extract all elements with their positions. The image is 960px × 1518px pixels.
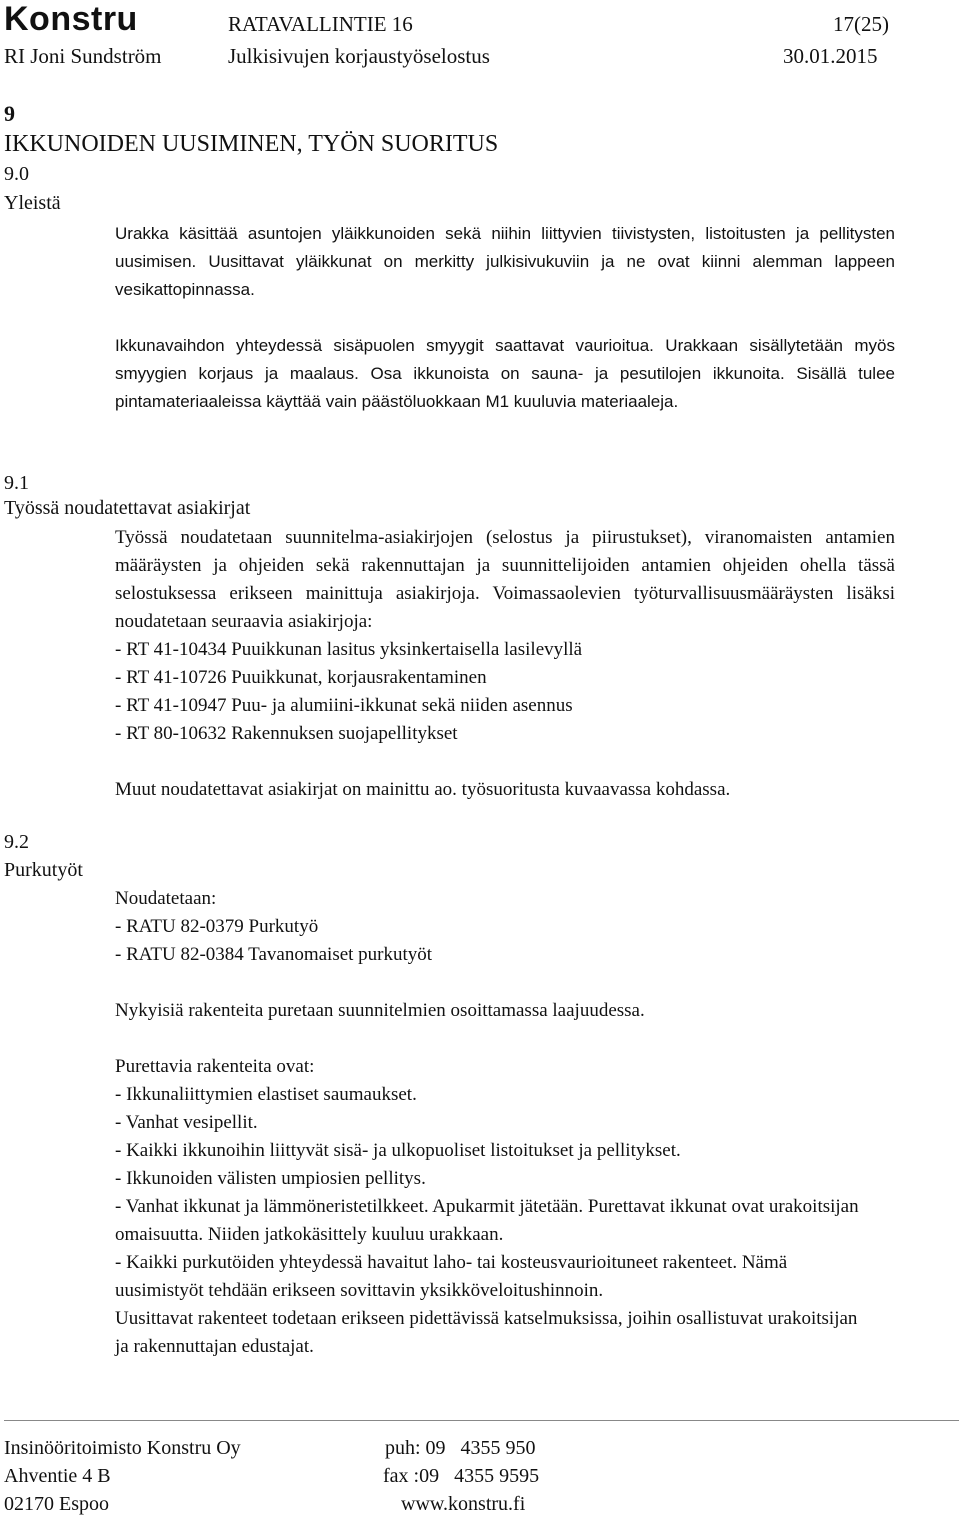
paragraph: Uusittavat rakenteet todetaan erikseen pidettävissä katselmuksissa, joihin osallistuvat urakoitsijan ja rakennuttajan edustajat. [115, 1308, 858, 1357]
list-item: - RT 41-10947 Puu- ja alumiini-ikkunat sekä niiden asennus [115, 695, 573, 716]
list-item: - Vanhat ikkunat ja lämmöneristetilkkeet. Apukarmit jätetään. Purettavat ikkunat ovat urakoitsijan omaisuutta. Niiden jatkokäsittely kuuluu urakkaan. [115, 1196, 859, 1245]
footer-street: Ahventie 4 B [4, 1465, 111, 1487]
author: RI Joni Sundström [4, 44, 162, 68]
subsection-body [115, 885, 895, 1361]
subsection-title: Purkutyöt [4, 859, 83, 881]
footer-address [4, 1434, 241, 1518]
section-title: IKKUNOIDEN UUSIMINEN, TYÖN SUORITUS [4, 131, 499, 157]
paragraph: Urakka käsittää asuntojen yläikkunoiden sekä niihin liittyvien tiivistysten, listoitusten ja pellitysten uusimisen. Uusittavat yläikkunat on merkitty julkisivukuviin ja ne ovat kiinni alemman lappeen vesikattopinnassa. [115, 224, 895, 299]
list-item: - RATU 82-0384 Tavanomaiset purkutyöt [115, 944, 433, 965]
subsection-body [115, 220, 895, 416]
paragraph: Ikkunavaihdon yhteydessä sisäpuolen smyygit saattavat vaurioitua. Urakkaan sisällytetään myös smyygien korjaus ja maalaus. Osa ikkunoista on sauna- ja pesutilojen ikkunoita. Sisällä tulee pintamateriaaleissa käyttää vain päästöluokkaan M1 kuuluvia materiaaleja. [115, 336, 895, 411]
subsection-body [115, 524, 895, 804]
footer-phone: puh: 09 4355 950 [385, 1437, 536, 1459]
footer-website: www.konstru.fi [401, 1493, 526, 1515]
paragraph: Muut noudatettavat asiakirjat on mainittu ao. työsuoritusta kuvaavassa kohdassa. [115, 779, 731, 800]
page-number: 17(25) [833, 12, 889, 36]
footer-contact [383, 1434, 539, 1518]
document-title: Julkisivujen korjaustyöselostus [228, 44, 490, 68]
paragraph: Työssä noudatetaan suunnitelma-asiakirjojen (selostus ja piirustukset), viranomaisten antamien määräysten ja ohjeiden sekä rakennuttajan ja suunnittelijoiden antamien ohjeiden ohella tässä selostuksessa erikseen mainittuja asiakirjoja. Voimassaolevien työturvallisuusmääräysten lisäksi noudatetaan seuraavia asiakirjoja: [115, 527, 895, 632]
footer-city: 02170 Espoo [4, 1493, 109, 1515]
subsection-number: 9.1 [4, 472, 29, 494]
project-name: RATAVALLINTIE 16 [228, 12, 413, 36]
list-item: - RT 41-10726 Puuikkunat, korjausrakentaminen [115, 667, 487, 688]
paragraph: Noudatetaan: [115, 888, 217, 909]
footer-divider [4, 1420, 959, 1421]
paragraph: Nykyisiä rakenteita puretaan suunnitelmien osoittamassa laajuudessa. [115, 1000, 645, 1021]
list-item: - Kaikki purkutöiden yhteydessä havaitut laho- tai kosteusvaurioituneet rakenteet. Nämä uusimistyöt tehdään erikseen sovittavin yksikköveloitushinnoin. [115, 1252, 788, 1301]
list-item: - Ikkunoiden välisten umpiosien pellitys. [115, 1168, 426, 1189]
list-item: - Kaikki ikkunoihin liittyvät sisä- ja ulkopuoliset listoitukset ja pellitykset. [115, 1140, 681, 1161]
subsection-number: 9.0 [4, 163, 29, 185]
subsection-title: Työssä noudatettavat asiakirjat [4, 497, 251, 519]
list-item: - RT 80-10632 Rakennuksen suojapellitykset [115, 723, 458, 744]
footer-company: Insinööritoimisto Konstru Oy [4, 1437, 241, 1459]
list-item: - Vanhat vesipellit. [115, 1112, 258, 1133]
company-logo: Konstru [4, 0, 138, 38]
footer-fax: fax :09 4355 9595 [383, 1465, 540, 1487]
section-number: 9 [4, 101, 15, 126]
list-item: - RT 41-10434 Puuikkunan lasitus yksinkertaisella lasilevyllä [115, 639, 583, 660]
subsection-title: Yleistä [4, 192, 61, 214]
list-item: - Ikkunaliittymien elastiset saumaukset. [115, 1084, 417, 1105]
document-date: 30.01.2015 [783, 44, 878, 68]
paragraph: Purettavia rakenteita ovat: [115, 1056, 315, 1077]
list-item: - RATU 82-0379 Purkutyö [115, 916, 319, 937]
subsection-number: 9.2 [4, 831, 29, 853]
